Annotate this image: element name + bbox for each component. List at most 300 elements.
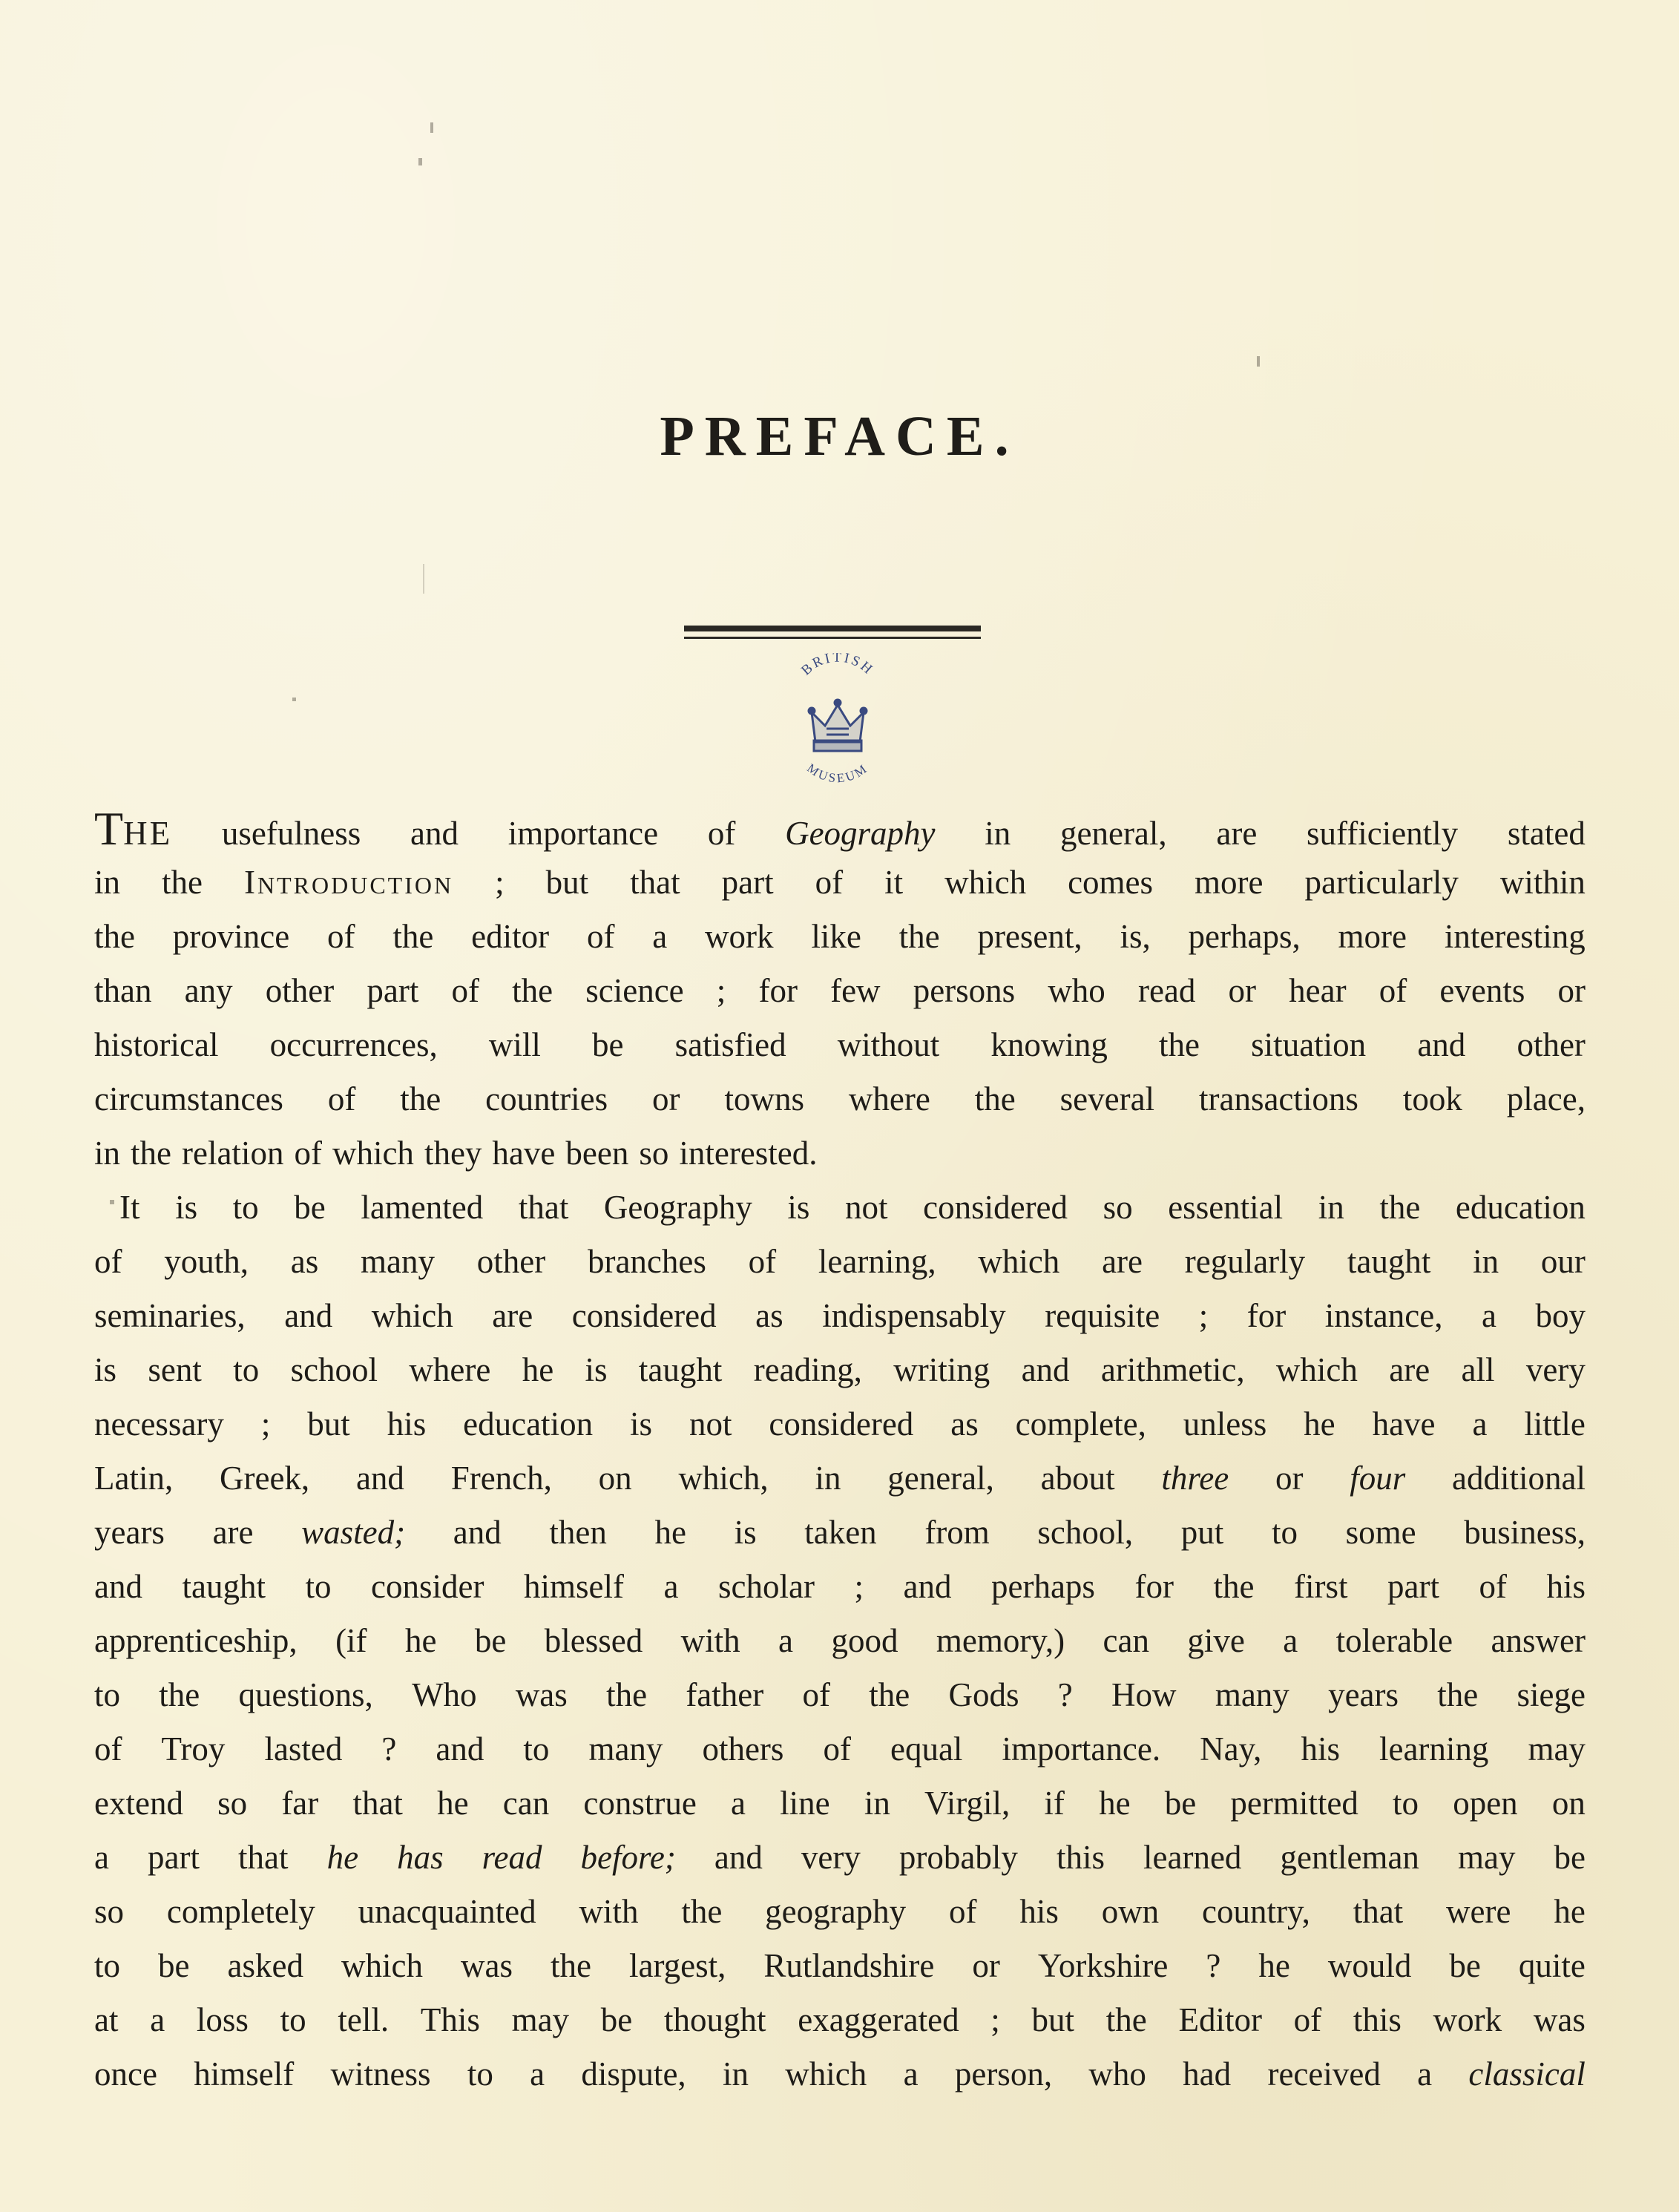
word: was bbox=[461, 1947, 513, 1984]
word: or bbox=[972, 1947, 1000, 1984]
word: sent bbox=[148, 1351, 202, 1388]
word: is bbox=[94, 1351, 117, 1388]
word: science bbox=[585, 972, 684, 1009]
word: the bbox=[162, 864, 203, 901]
word: or bbox=[1275, 1460, 1304, 1497]
word: ; bbox=[495, 864, 505, 901]
crown-stamp-icon bbox=[782, 653, 893, 787]
word: is bbox=[787, 1189, 810, 1226]
word: part bbox=[367, 972, 419, 1009]
word: for bbox=[758, 972, 798, 1009]
word: to bbox=[305, 1568, 332, 1605]
word: in bbox=[985, 815, 1011, 852]
word: work bbox=[1433, 2001, 1502, 2038]
word: country, bbox=[1202, 1893, 1310, 1930]
word: person, bbox=[954, 2055, 1053, 2093]
word: interesting bbox=[1444, 918, 1586, 955]
preface-body bbox=[94, 801, 1586, 2101]
word: if bbox=[1044, 1785, 1065, 1822]
word: which, bbox=[678, 1460, 769, 1497]
word: a bbox=[150, 2001, 165, 2038]
text-line bbox=[94, 1451, 1586, 1506]
word: tell. bbox=[338, 2001, 390, 2038]
word: of bbox=[1479, 1568, 1507, 1605]
text-line bbox=[94, 964, 1586, 1018]
word: necessary bbox=[94, 1405, 224, 1443]
word: a bbox=[731, 1785, 746, 1822]
word: ? bbox=[1206, 1947, 1221, 1984]
word: this bbox=[1353, 2001, 1402, 2038]
word: present, bbox=[977, 918, 1082, 955]
word: towns bbox=[724, 1080, 804, 1118]
word: years bbox=[1328, 1676, 1399, 1713]
word: himself bbox=[194, 2055, 295, 2093]
word: or bbox=[1228, 972, 1257, 1009]
word: of bbox=[815, 864, 844, 901]
word: so bbox=[1103, 1189, 1133, 1226]
word: which bbox=[944, 864, 1027, 901]
word: equal bbox=[890, 1730, 963, 1768]
scan-speck bbox=[423, 564, 424, 594]
word: hear bbox=[1289, 972, 1347, 1009]
drop-cap-rest: HE bbox=[123, 815, 173, 852]
word: the bbox=[551, 1947, 591, 1984]
word: be bbox=[1554, 1839, 1586, 1876]
word: Rutlandshire bbox=[763, 1947, 935, 1984]
text-line bbox=[94, 1831, 1586, 1885]
word: have bbox=[1372, 1405, 1436, 1443]
word: (if bbox=[335, 1622, 367, 1659]
word: considered bbox=[571, 1297, 717, 1334]
word: memory,) bbox=[936, 1622, 1065, 1659]
word: the bbox=[1437, 1676, 1479, 1713]
word: ; bbox=[990, 2001, 1000, 2038]
word: It bbox=[119, 1189, 140, 1226]
word: once bbox=[94, 2055, 157, 2093]
word: historical bbox=[94, 1026, 219, 1063]
word: learning, bbox=[818, 1243, 936, 1280]
word: own bbox=[1101, 1893, 1160, 1930]
word: other bbox=[265, 972, 335, 1009]
word: the bbox=[400, 1080, 441, 1118]
word: with bbox=[579, 1893, 639, 1930]
word: very bbox=[1525, 1351, 1586, 1388]
word: learned bbox=[1143, 1839, 1242, 1876]
word: Introduction bbox=[244, 864, 454, 901]
word: many bbox=[588, 1730, 663, 1768]
word: or bbox=[652, 1080, 680, 1118]
word: which bbox=[785, 2055, 867, 2093]
word: he bbox=[522, 1351, 554, 1388]
word: he bbox=[437, 1785, 469, 1822]
text-line bbox=[94, 1668, 1586, 1722]
word bbox=[94, 801, 172, 861]
word: or bbox=[1557, 972, 1586, 1009]
word: gentleman bbox=[1280, 1839, 1419, 1876]
word: before; bbox=[580, 1839, 676, 1876]
word: requisite bbox=[1045, 1297, 1160, 1334]
word: which bbox=[332, 1135, 414, 1172]
text-line bbox=[94, 1235, 1586, 1289]
word: his bbox=[387, 1405, 427, 1443]
word: be bbox=[592, 1026, 624, 1063]
word: on bbox=[598, 1460, 632, 1497]
word: of bbox=[586, 918, 615, 955]
word: of bbox=[451, 972, 479, 1009]
word: ; bbox=[1198, 1297, 1209, 1334]
word: lamented bbox=[361, 1189, 484, 1226]
word: arithmetic, bbox=[1100, 1351, 1245, 1388]
word: our bbox=[1540, 1243, 1586, 1280]
word: about bbox=[1040, 1460, 1115, 1497]
word: indispensably bbox=[822, 1297, 1006, 1334]
word: several bbox=[1059, 1080, 1155, 1118]
word: perhaps, bbox=[1188, 918, 1301, 955]
word: within bbox=[1499, 864, 1586, 901]
word: line bbox=[780, 1785, 830, 1822]
word: part bbox=[148, 1839, 200, 1876]
word: far bbox=[281, 1785, 319, 1822]
word: are bbox=[1216, 815, 1258, 852]
text-line bbox=[94, 910, 1586, 964]
scan-speck bbox=[292, 698, 296, 701]
word: and bbox=[355, 1460, 404, 1497]
text-line bbox=[94, 1560, 1586, 1614]
text-line bbox=[94, 1776, 1586, 1831]
word: to bbox=[233, 1351, 260, 1388]
word: and bbox=[436, 1730, 484, 1768]
word: of bbox=[948, 1893, 977, 1930]
word: blessed bbox=[544, 1622, 643, 1659]
word: where bbox=[848, 1080, 930, 1118]
word: than bbox=[94, 972, 152, 1009]
word: it bbox=[884, 864, 904, 901]
word: writing bbox=[893, 1351, 990, 1388]
word: from bbox=[924, 1514, 990, 1551]
word: very bbox=[801, 1839, 861, 1876]
word: usefulness bbox=[221, 815, 361, 852]
word: in bbox=[722, 2055, 749, 2093]
word: loss bbox=[196, 2001, 249, 2038]
word: largest, bbox=[629, 1947, 726, 1984]
word: received bbox=[1267, 2055, 1381, 2093]
word: some bbox=[1345, 1514, 1416, 1551]
word: How bbox=[1111, 1676, 1177, 1713]
word: a bbox=[1481, 1297, 1496, 1334]
text-line bbox=[94, 1993, 1586, 2047]
word: apprenticeship, bbox=[94, 1622, 298, 1659]
word: a bbox=[1417, 2055, 1433, 2093]
word: he bbox=[1258, 1947, 1290, 1984]
word: they bbox=[424, 1135, 482, 1172]
word: events bbox=[1439, 972, 1525, 1009]
word: are bbox=[1389, 1351, 1430, 1388]
word: Geography bbox=[785, 815, 936, 852]
word: to bbox=[280, 2001, 306, 2038]
word: the bbox=[1159, 1026, 1200, 1063]
word: taught bbox=[638, 1351, 723, 1388]
word: to bbox=[523, 1730, 550, 1768]
word: that bbox=[352, 1785, 403, 1822]
word: and bbox=[453, 1514, 502, 1551]
word: any bbox=[184, 972, 233, 1009]
text-line bbox=[94, 1939, 1586, 1993]
word: the bbox=[392, 918, 434, 955]
word: school bbox=[290, 1351, 378, 1388]
word: which bbox=[341, 1947, 423, 1984]
word: be bbox=[474, 1622, 507, 1659]
word: stated bbox=[1507, 815, 1586, 852]
word: French, bbox=[450, 1460, 552, 1497]
word: place, bbox=[1506, 1080, 1586, 1118]
word: in bbox=[864, 1785, 890, 1822]
word: four bbox=[1350, 1460, 1406, 1497]
word: other bbox=[476, 1243, 546, 1280]
word: of bbox=[1293, 2001, 1322, 2038]
word: of bbox=[1379, 972, 1407, 1009]
word: on bbox=[1551, 1785, 1586, 1822]
word: Yorkshire bbox=[1037, 1947, 1169, 1984]
word: ? bbox=[381, 1730, 397, 1768]
word: as bbox=[950, 1405, 979, 1443]
text-line bbox=[94, 1126, 1586, 1181]
word: and bbox=[903, 1568, 952, 1605]
word: particularly bbox=[1304, 864, 1459, 901]
scan-speck bbox=[430, 122, 433, 133]
word: seminaries, bbox=[94, 1297, 246, 1334]
scan-speck bbox=[1257, 356, 1260, 367]
word: are bbox=[212, 1514, 254, 1551]
word: that bbox=[238, 1839, 289, 1876]
word: in bbox=[94, 864, 121, 901]
word: school, bbox=[1037, 1514, 1134, 1551]
word: but bbox=[545, 864, 589, 901]
word: perhaps bbox=[991, 1568, 1095, 1605]
word: a bbox=[1472, 1405, 1488, 1443]
word: witness bbox=[330, 2055, 431, 2093]
word: he bbox=[654, 1514, 686, 1551]
word: lasted bbox=[264, 1730, 343, 1768]
word: who bbox=[1088, 2055, 1146, 2093]
word: is bbox=[175, 1189, 198, 1226]
drop-cap: T bbox=[94, 802, 124, 855]
word: may bbox=[1528, 1730, 1586, 1768]
word: Editor bbox=[1178, 2001, 1262, 2038]
word: not bbox=[689, 1405, 732, 1443]
word: Greek, bbox=[219, 1460, 310, 1497]
word: which bbox=[1275, 1351, 1358, 1388]
word: is bbox=[630, 1405, 653, 1443]
word: scholar bbox=[718, 1568, 815, 1605]
word: would bbox=[1327, 1947, 1412, 1984]
word: education bbox=[1455, 1189, 1586, 1226]
word: give bbox=[1187, 1622, 1245, 1659]
word: in bbox=[94, 1135, 121, 1172]
word: is bbox=[734, 1514, 757, 1551]
word: unless bbox=[1183, 1405, 1267, 1443]
word: are bbox=[492, 1297, 533, 1334]
word: answer bbox=[1491, 1622, 1586, 1659]
word: so bbox=[217, 1785, 248, 1822]
word: a bbox=[1283, 1622, 1298, 1659]
word: he bbox=[1554, 1893, 1586, 1930]
word: is, bbox=[1120, 918, 1151, 955]
word: complete, bbox=[1015, 1405, 1146, 1443]
word: the bbox=[606, 1676, 648, 1713]
word: a bbox=[530, 2055, 545, 2093]
word: additional bbox=[1452, 1460, 1586, 1497]
word: extend bbox=[94, 1785, 183, 1822]
word: relation bbox=[182, 1135, 284, 1172]
word: of bbox=[327, 918, 355, 955]
word: father bbox=[686, 1676, 764, 1713]
word: a bbox=[663, 1568, 679, 1605]
word: part bbox=[721, 864, 774, 901]
word: took bbox=[1402, 1080, 1462, 1118]
stamp-bottom-text: MUSEUM bbox=[804, 761, 871, 786]
word: education bbox=[463, 1405, 594, 1443]
word: that bbox=[1353, 1893, 1404, 1930]
word: reading, bbox=[753, 1351, 862, 1388]
word: probably bbox=[898, 1839, 1018, 1876]
text-line bbox=[94, 1506, 1586, 1560]
word: three bbox=[1161, 1460, 1229, 1497]
word: at bbox=[94, 2001, 119, 2038]
word: has bbox=[397, 1839, 444, 1876]
scan-speck bbox=[418, 158, 422, 165]
word: so bbox=[94, 1893, 125, 1930]
word: the bbox=[898, 918, 940, 955]
word: other bbox=[1517, 1026, 1586, 1063]
word: be bbox=[158, 1947, 190, 1984]
word: general, bbox=[1060, 815, 1167, 852]
word: little bbox=[1524, 1405, 1586, 1443]
word: instance, bbox=[1324, 1297, 1443, 1334]
text-line bbox=[94, 1018, 1586, 1072]
word: others bbox=[702, 1730, 784, 1768]
text-line bbox=[94, 1397, 1586, 1451]
word: Who bbox=[412, 1676, 477, 1713]
word: to bbox=[1271, 1514, 1298, 1551]
word: occurrences, bbox=[269, 1026, 438, 1063]
word: in bbox=[815, 1460, 841, 1497]
word: essential bbox=[1168, 1189, 1284, 1226]
text-line bbox=[94, 801, 1586, 856]
word: business, bbox=[1464, 1514, 1586, 1551]
word: quite bbox=[1518, 1947, 1586, 1984]
word: his bbox=[1301, 1730, 1340, 1768]
text-line bbox=[94, 1181, 1586, 1235]
word: the bbox=[159, 1676, 200, 1713]
word: exaggerated bbox=[798, 2001, 959, 2038]
word: ? bbox=[1057, 1676, 1073, 1713]
word: many bbox=[1215, 1676, 1289, 1713]
word: situation bbox=[1251, 1026, 1367, 1063]
word: comes bbox=[1068, 864, 1154, 901]
word: to bbox=[94, 1676, 121, 1713]
word: to bbox=[467, 2055, 493, 2093]
word: then bbox=[549, 1514, 607, 1551]
text-line bbox=[94, 1289, 1586, 1343]
word: taught bbox=[182, 1568, 266, 1605]
word: of bbox=[707, 815, 736, 852]
word: Gods bbox=[948, 1676, 1019, 1713]
word: more bbox=[1338, 918, 1407, 955]
word: and bbox=[410, 815, 459, 852]
word: ; bbox=[716, 972, 726, 1009]
word: was bbox=[515, 1676, 568, 1713]
word: the bbox=[512, 972, 553, 1009]
text-line bbox=[94, 2047, 1586, 2101]
word: considered bbox=[923, 1189, 1068, 1226]
word: thought bbox=[663, 2001, 766, 2038]
word: a bbox=[903, 2055, 919, 2093]
word: which bbox=[371, 1297, 453, 1334]
text-line bbox=[94, 1343, 1586, 1397]
title-rule-thick bbox=[684, 626, 981, 631]
word: and bbox=[1417, 1026, 1466, 1063]
word: Geography bbox=[603, 1189, 752, 1226]
word: of bbox=[802, 1676, 830, 1713]
word: all bbox=[1461, 1351, 1495, 1388]
word: more bbox=[1195, 864, 1264, 901]
word: countries bbox=[485, 1080, 608, 1118]
word: construe bbox=[583, 1785, 697, 1822]
word: tolerable bbox=[1335, 1622, 1453, 1659]
word: his bbox=[1019, 1893, 1059, 1930]
word: had bbox=[1183, 2055, 1232, 2093]
word: permitted bbox=[1230, 1785, 1358, 1822]
word: part bbox=[1387, 1568, 1439, 1605]
word: youth, bbox=[164, 1243, 249, 1280]
word: a bbox=[778, 1622, 794, 1659]
word: years bbox=[94, 1514, 165, 1551]
word: work bbox=[705, 918, 774, 955]
word: completely bbox=[166, 1893, 315, 1930]
word: the bbox=[681, 1893, 723, 1930]
word: open bbox=[1453, 1785, 1518, 1822]
word: of bbox=[327, 1080, 356, 1118]
word: that bbox=[518, 1189, 569, 1226]
word: to bbox=[94, 1947, 121, 1984]
word: geography bbox=[765, 1893, 907, 1930]
word: himself bbox=[524, 1568, 624, 1605]
word: interested. bbox=[679, 1135, 818, 1172]
word: Nay, bbox=[1200, 1730, 1262, 1768]
word: province bbox=[172, 918, 290, 955]
word: regularly bbox=[1184, 1243, 1306, 1280]
word: boy bbox=[1535, 1297, 1586, 1334]
word: a bbox=[652, 918, 668, 955]
word: good bbox=[831, 1622, 898, 1659]
word: satisfied bbox=[674, 1026, 786, 1063]
word: Virgil, bbox=[924, 1785, 1011, 1822]
word: in bbox=[1473, 1243, 1499, 1280]
word: as bbox=[755, 1297, 783, 1334]
word: This bbox=[420, 2001, 480, 2038]
word: and bbox=[714, 1839, 763, 1876]
word: of bbox=[748, 1243, 777, 1280]
word: as bbox=[290, 1243, 319, 1280]
word: transactions bbox=[1198, 1080, 1358, 1118]
page-title: PREFACE. bbox=[660, 405, 1019, 467]
word: knowing bbox=[990, 1026, 1108, 1063]
word: of bbox=[823, 1730, 851, 1768]
word: sufficiently bbox=[1307, 815, 1459, 852]
text-line bbox=[94, 1072, 1586, 1126]
word: Latin, bbox=[94, 1460, 174, 1497]
word: be bbox=[1449, 1947, 1481, 1984]
